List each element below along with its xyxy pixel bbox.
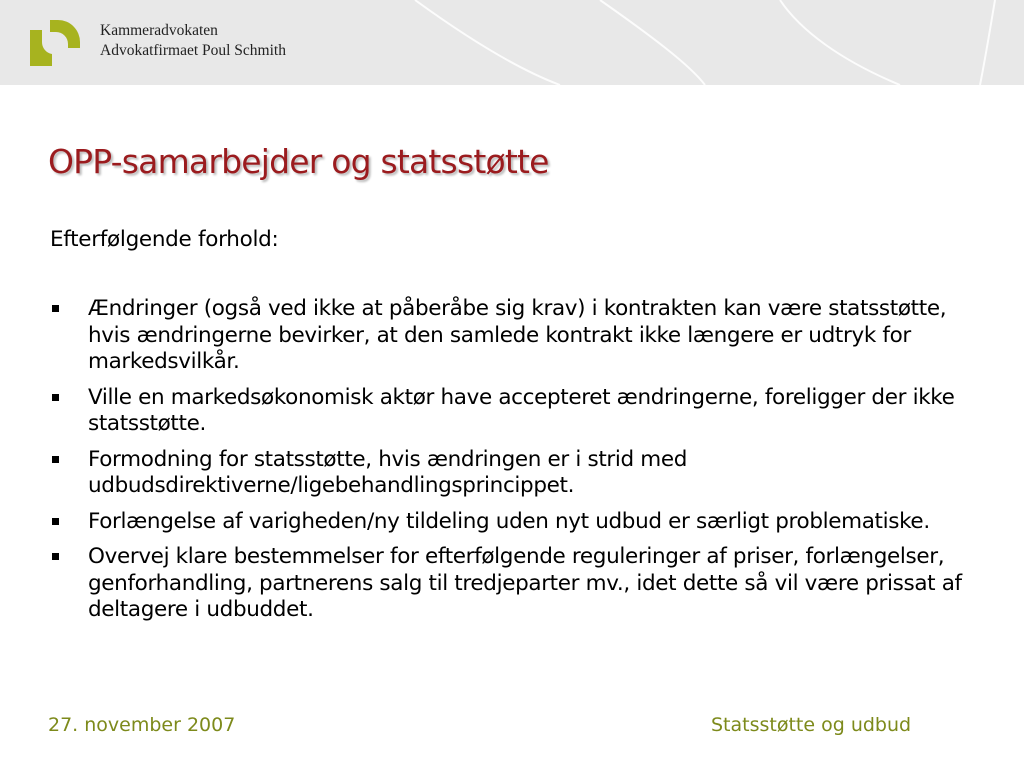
bullet-text: Overvej klare bestemmelser for efterfølgende reguleringer af priser, forlængelser, genforhandling, partnerens salg til tredjeparter mv., idet dette så vil være prissat af deltagere i udbuddet. [88, 544, 962, 622]
bullet-item [50, 447, 980, 500]
bullet-text: Formodning for statsstøtte, hvis ændringen er i strid med udbudsdirektiverne/ligebehandlingsprincippet. [88, 446, 688, 498]
bullet-marker-icon [52, 553, 59, 560]
bullet-marker-icon [52, 305, 59, 312]
bullet-marker-icon [52, 394, 59, 401]
footer-date: 27. november 2007 [48, 714, 236, 736]
bullet-list [50, 296, 980, 633]
intro-text: Efterfølgende forhold: [50, 227, 279, 252]
bullet-item [50, 296, 980, 376]
firm-name-line1: Kammeradvokaten [100, 22, 218, 39]
bullet-item [50, 544, 980, 624]
kammeradvokaten-logo-icon [28, 18, 82, 68]
bullet-text: Forlængelse af varigheden/ny tildeling uden nyt udbud er særligt problematiske. [88, 508, 930, 534]
firm-name-line2: Advokatfirmaet Poul Schmith [100, 42, 286, 59]
firm-name [100, 21, 286, 61]
bullet-text: Ville en markedsøkonomisk aktør have accepteret ændringerne, foreligger der ikke statsstøtte. [88, 384, 955, 436]
bullet-item [50, 509, 980, 536]
bullet-marker-icon [52, 518, 59, 525]
bullet-text: Ændringer (også ved ikke at påberåbe sig krav) i kontrakten kan være statsstøtte, hvis ændringerne bevirker, at den samlede kontrakt ikke længere er udtryk for markedsvilkår. [88, 296, 947, 374]
bullet-marker-icon [52, 456, 59, 463]
bullet-item [50, 385, 980, 438]
slide-header [0, 0, 1024, 85]
slide-title: OPP-samarbejder og statsstøtte [48, 142, 549, 181]
footer-topic: Statsstøtte og udbud [711, 714, 912, 736]
